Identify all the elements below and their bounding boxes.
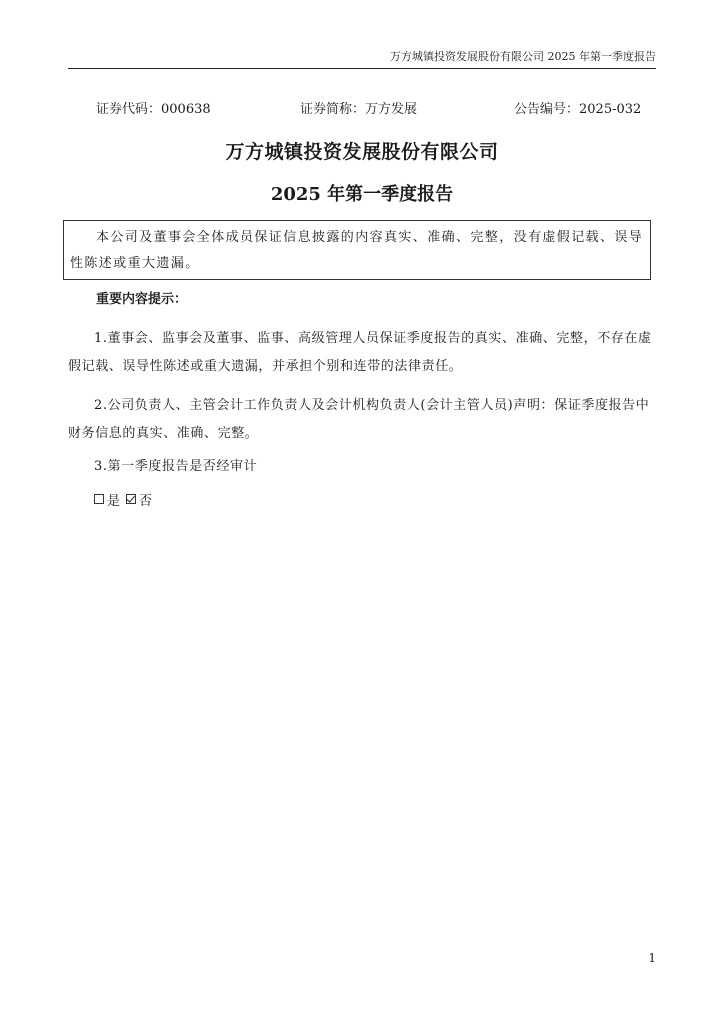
audit-yes-checkbox [94,494,104,504]
stock-short-name: 证券简称：万方发展 [300,102,418,117]
page-number: 1 [648,951,656,965]
note-item-3-text: 3.第一季度报告是否经审计 [94,459,258,474]
company-title: 万方城镇投资发展股份有限公司 [225,141,499,163]
disclosure-statement: 本公司及董事会全体成员保证信息披露的内容真实、准确、完整，没有虚假记载、误导性陈述或重大遗漏。 [70,230,644,271]
running-header [68,48,656,69]
note-item-1-text: 1.董事会、监事会及董事、监事、高级管理人员保证季度报告的真实、准确、完整，不存在虚假记载、误导性陈述或重大遗漏，并承担个别和连带的法律责任。 [68,331,652,374]
announcement-number: 公告编号：2025-032 [514,102,642,117]
audit-yes-label: 是 [107,494,121,509]
announcement-meta [0,100,724,120]
important-notes-heading: 重要内容提示： [96,292,188,307]
note-item-2 [68,392,656,448]
note-item-3 [68,453,656,481]
note-item-2-text: 2.公司负责人、主管会计工作负责人及会计机构负责人(会计主管人员)声明：保证季度报告中财务信息的真实、准确、完整。 [68,398,650,441]
report-title: 2025 年第一季度报告 [270,184,454,205]
audit-options [94,492,152,512]
stock-code: 证券代码：000638 [96,102,211,117]
note-item-1 [68,325,656,381]
running-header-title: 万方城镇投资发展股份有限公司 2025 年第一季度报告 [390,50,656,63]
audit-no-checkbox [126,494,136,504]
audit-no-label: 否 [139,494,153,509]
disclosure-statement-box [63,220,651,280]
